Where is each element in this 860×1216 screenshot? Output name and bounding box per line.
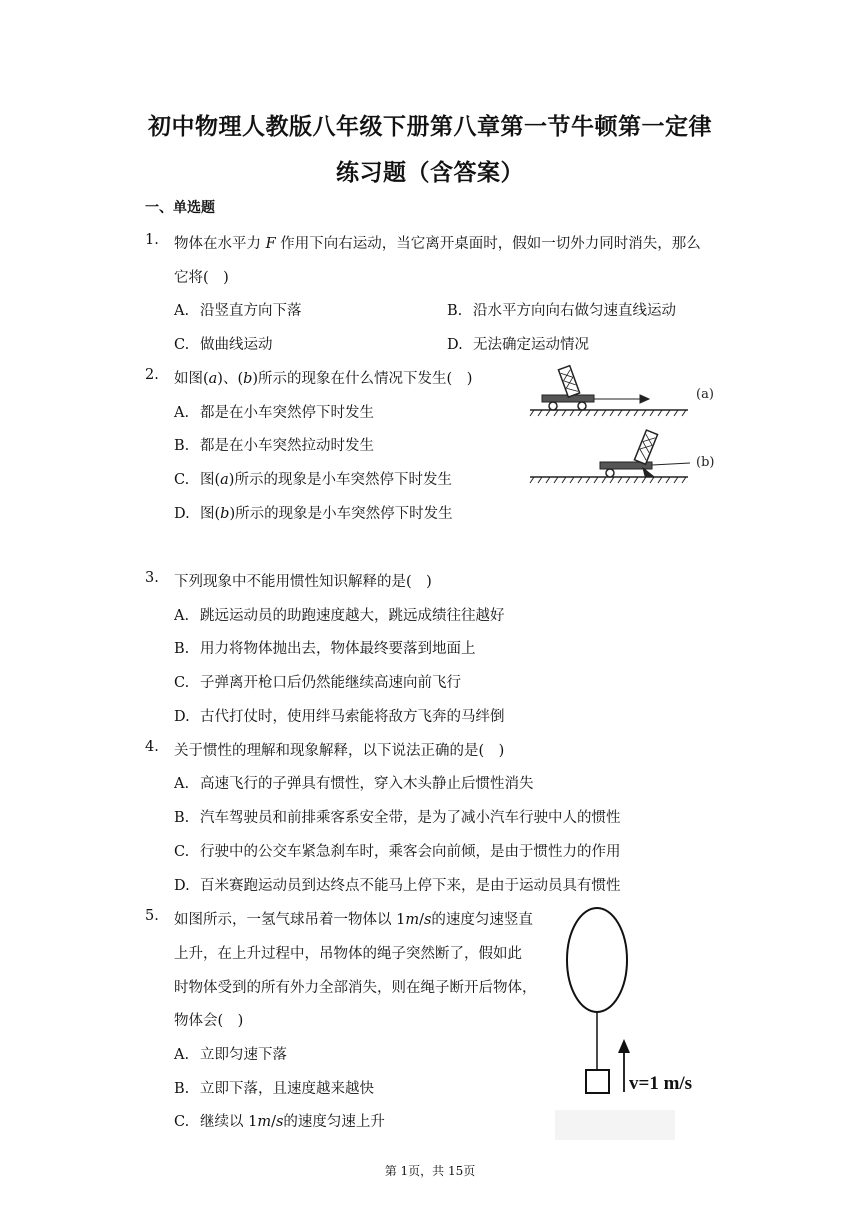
option-c xyxy=(174,333,273,354)
question-stem: 关于惯性的理解和现象解释，以下说法正确的是( ) xyxy=(174,743,505,759)
option-text: 都是在小车突然停下时发生 xyxy=(200,405,374,421)
option-a xyxy=(174,772,534,793)
option-a xyxy=(174,299,302,320)
figure-label-b: (b) xyxy=(696,455,715,470)
option-d xyxy=(174,874,621,895)
option-b xyxy=(174,1077,374,1098)
option-b xyxy=(447,299,676,320)
option-label: B. xyxy=(174,641,190,657)
option-d xyxy=(174,705,505,726)
velocity-label: v=1 m/s xyxy=(629,1073,693,1094)
option-label: B. xyxy=(174,810,190,826)
option-text: 行驶中的公交车紧急刹车时，乘客会向前倾，是由于惯性力的作用 xyxy=(200,844,621,860)
doc-title-line1: 初中物理人教版八年级下册第八章第一节牛顿第一定律 xyxy=(148,114,712,140)
option-text: 百米赛跑运动员到达终点不能马上停下来，是由于运动员具有惯性 xyxy=(200,878,621,894)
option-text: 用力将物体抛出去，物体最终要落到地面上 xyxy=(200,641,476,657)
option-text: 汽车驾驶员和前排乘客系安全带，是为了减小汽车行驶中人的惯性 xyxy=(200,810,621,826)
option-text: 无法确定运动情况 xyxy=(473,337,589,353)
hanging-object xyxy=(586,1070,609,1093)
page-footer: 第 1页，共 15页 xyxy=(384,1164,476,1178)
option-text: 继续以 1𝑚/𝑠的速度匀速上升 xyxy=(200,1114,385,1130)
question-number: 5. xyxy=(145,908,159,924)
question-stem: 上升，在上升过程中，吊物体的绳子突然断了，假如此 xyxy=(174,946,522,962)
option-label: D. xyxy=(174,709,190,725)
option-c xyxy=(174,671,461,692)
question-number: 1. xyxy=(145,232,159,248)
question-number: 4. xyxy=(145,739,159,755)
option-text: 古代打仗时，使用绊马索能将敌方飞奔的马绊倒 xyxy=(200,709,505,725)
option-text: 高速飞行的子弹具有惯性，穿入木头静止后惯性消失 xyxy=(200,776,534,792)
question-stem: 它将( ) xyxy=(174,270,229,286)
option-b xyxy=(174,637,476,658)
option-label: C. xyxy=(174,472,190,488)
question-stem: 如图所示，一氢气球吊着一物体以 1𝑚/𝑠的速度匀速竖直 xyxy=(174,912,533,928)
question-number: 2. xyxy=(145,367,159,383)
option-a xyxy=(174,401,374,422)
question-stem: 物体在水平力 𝐹 作用下向右运动，当它离开桌面时，假如一切外力同时消失，那么 xyxy=(174,236,701,252)
option-label: C. xyxy=(174,1114,190,1130)
option-d xyxy=(174,502,453,523)
option-label: A. xyxy=(174,1047,190,1063)
option-label: D. xyxy=(174,506,190,522)
option-text: 做曲线运动 xyxy=(200,337,273,353)
doc-title-line2: 练习题（含答案） xyxy=(336,160,524,186)
option-b xyxy=(174,806,621,827)
option-label: B. xyxy=(174,438,190,454)
option-label: C. xyxy=(174,675,190,691)
option-label: B. xyxy=(447,303,463,319)
option-text: 子弹离开枪口后仍然能继续高速向前飞行 xyxy=(200,675,461,691)
option-label: B. xyxy=(174,1081,190,1097)
option-text: 沿竖直方向下落 xyxy=(200,303,302,319)
option-text: 图(𝑎)所示的现象是小车突然停下时发生 xyxy=(200,472,452,488)
option-label: C. xyxy=(174,337,190,353)
option-a xyxy=(174,1043,287,1064)
balloon-shape xyxy=(567,908,627,1012)
option-a xyxy=(174,604,505,625)
option-label: D. xyxy=(174,878,190,894)
cart-figure xyxy=(528,358,723,488)
option-text: 立即匀速下落 xyxy=(200,1047,287,1063)
option-label: A. xyxy=(174,776,190,792)
option-d xyxy=(447,333,589,354)
cart-a-diagram xyxy=(530,366,688,416)
question-stem: 如图(𝑎)、(𝑏)所示的现象在什么情况下发生( ) xyxy=(174,371,473,387)
arrow-head-icon xyxy=(618,1039,630,1053)
option-label: A. xyxy=(174,608,190,624)
question-number: 3. xyxy=(145,570,159,586)
question-stem: 物体会( ) xyxy=(174,1013,244,1029)
cart-b-diagram xyxy=(530,430,690,483)
option-text: 立即下落，且速度越来越快 xyxy=(200,1081,374,1097)
option-label: C. xyxy=(174,844,190,860)
option-text: 沿水平方向向右做匀速直线运动 xyxy=(473,303,676,319)
section-heading: 一、单选题 xyxy=(145,200,215,216)
figure-scan-shadow xyxy=(555,1110,675,1140)
option-label: D. xyxy=(447,337,463,353)
question-stem: 时物体受到的所有外力全部消失，则在绳子断开后物体， xyxy=(174,980,537,996)
option-c xyxy=(174,468,452,489)
option-c xyxy=(174,840,621,861)
balloon-figure xyxy=(555,900,725,1140)
option-label: A. xyxy=(174,303,190,319)
option-label: A. xyxy=(174,405,190,421)
option-text: 跳远运动员的助跑速度越大，跳远成绩往往越好 xyxy=(200,608,505,624)
question-stem: 下列现象中不能用惯性知识解释的是( ) xyxy=(174,574,432,590)
option-c xyxy=(174,1110,385,1131)
option-text: 都是在小车突然拉动时发生 xyxy=(200,438,374,454)
option-text: 图(𝑏)所示的现象是小车突然停下时发生 xyxy=(200,506,453,522)
option-b xyxy=(174,434,374,455)
figure-label-a: (a) xyxy=(696,387,714,402)
